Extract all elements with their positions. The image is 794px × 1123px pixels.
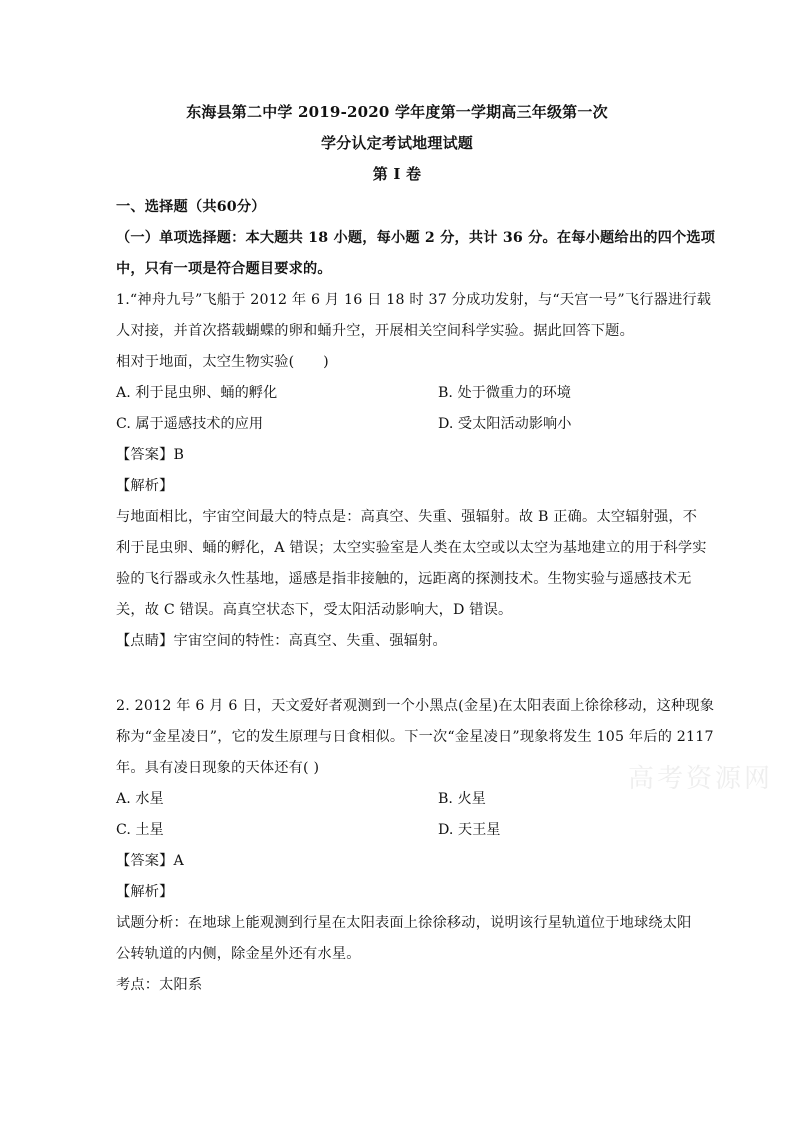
page-title-line1: 东海县第二中学 2019-2020 学年度第一学期高三年级第一次: [186, 103, 608, 121]
q2-stem-line3: 年。具有凌日现象的天体还有( ): [116, 760, 320, 776]
page-title-line2: 学分认定考试地理试题: [320, 134, 473, 152]
q2-option-c: C. 土星: [116, 822, 164, 838]
q2-analysis-line1: 试题分析：在地球上能观测到行星在太阳表面上徐徐移动，说明该行星轨道位于地球绕太阳: [116, 915, 692, 931]
q2-analysis-line2: 公转轨道的内侧，除金星外还有水星。: [116, 946, 361, 962]
q2-option-b: B. 火星: [438, 791, 486, 807]
section-subheading-line2: 中，只有一项是符合题目要求的。: [116, 261, 332, 277]
q2-answer: 【答案】A: [116, 853, 184, 869]
q1-stem-line2: 人对接，并首次搭载蝴蝶的卵和蛹升空，开展相关空间科学实验。据此回答下题。: [116, 323, 634, 339]
q2-stem-line1: 2. 2012 年 6 月 6 日，天文爱好者观测到一个小黑点(金星)在太阳表面上徐徐移动，这种现象: [116, 698, 715, 714]
q2-topic: 考点：太阳系: [116, 977, 203, 993]
q2-option-a: A. 水星: [116, 791, 164, 807]
q1-analysis-line3: 验的飞行器或永久性基地，遥感是指非接触的，远距离的探测技术。生物实验与遥感技术无: [116, 571, 692, 587]
q1-answer: 【答案】B: [116, 447, 185, 463]
q1-analysis-label: 【解析】: [116, 478, 174, 494]
q1-analysis-line1: 与地面相比，宇宙空间最大的特点是：高真空、失重、强辐射。故 B 正确。太空辐射强，不: [116, 509, 698, 525]
q1-option-c: C. 属于遥感技术的应用: [116, 416, 264, 432]
q1-point: 【点睛】宇宙空间的特性：高真空、失重、强辐射。: [116, 633, 447, 649]
q1-analysis-line4: 关，故 C 错误。高真空状态下，受太阳活动影响大，D 错误。: [116, 602, 513, 618]
q1-option-b: B. 处于微重力的环境: [438, 385, 571, 401]
section-heading: 一、选择题（共60分）: [116, 199, 266, 215]
q2-option-d: D. 天王星: [438, 822, 501, 838]
q1-stem-line1: 1.“神舟九号”飞船于 2012 年 6 月 16 日 18 时 37 分成功发射，与“天宫一号”飞行器进行载: [116, 292, 712, 308]
q1-option-a: A. 利于昆虫卵、蛹的孵化: [116, 385, 278, 401]
q2-stem-line2: 称为“金星凌日”，它的发生原理与日食相似。下一次“金星凌日”现象将发生 105 年后的 2117: [116, 729, 714, 745]
q1-prompt: 相对于地面，太空生物实验( ): [116, 354, 329, 370]
q1-option-d: D. 受太阳活动影响小: [438, 416, 572, 432]
section-subheading-line1: （一）单项选择题：本大题共 18 小题，每小题 2 分，共计 36 分。在每小题给出的四个选项: [116, 230, 716, 246]
watermark: 高考资源网: [628, 764, 774, 794]
q2-analysis-label: 【解析】: [116, 884, 174, 900]
volume-heading: 第 I 卷: [372, 165, 422, 183]
q1-analysis-line2: 利于昆虫卵、蛹的孵化，A 错误；太空实验室是人类在太空或以太空为基地建立的用于科学实: [116, 540, 707, 556]
